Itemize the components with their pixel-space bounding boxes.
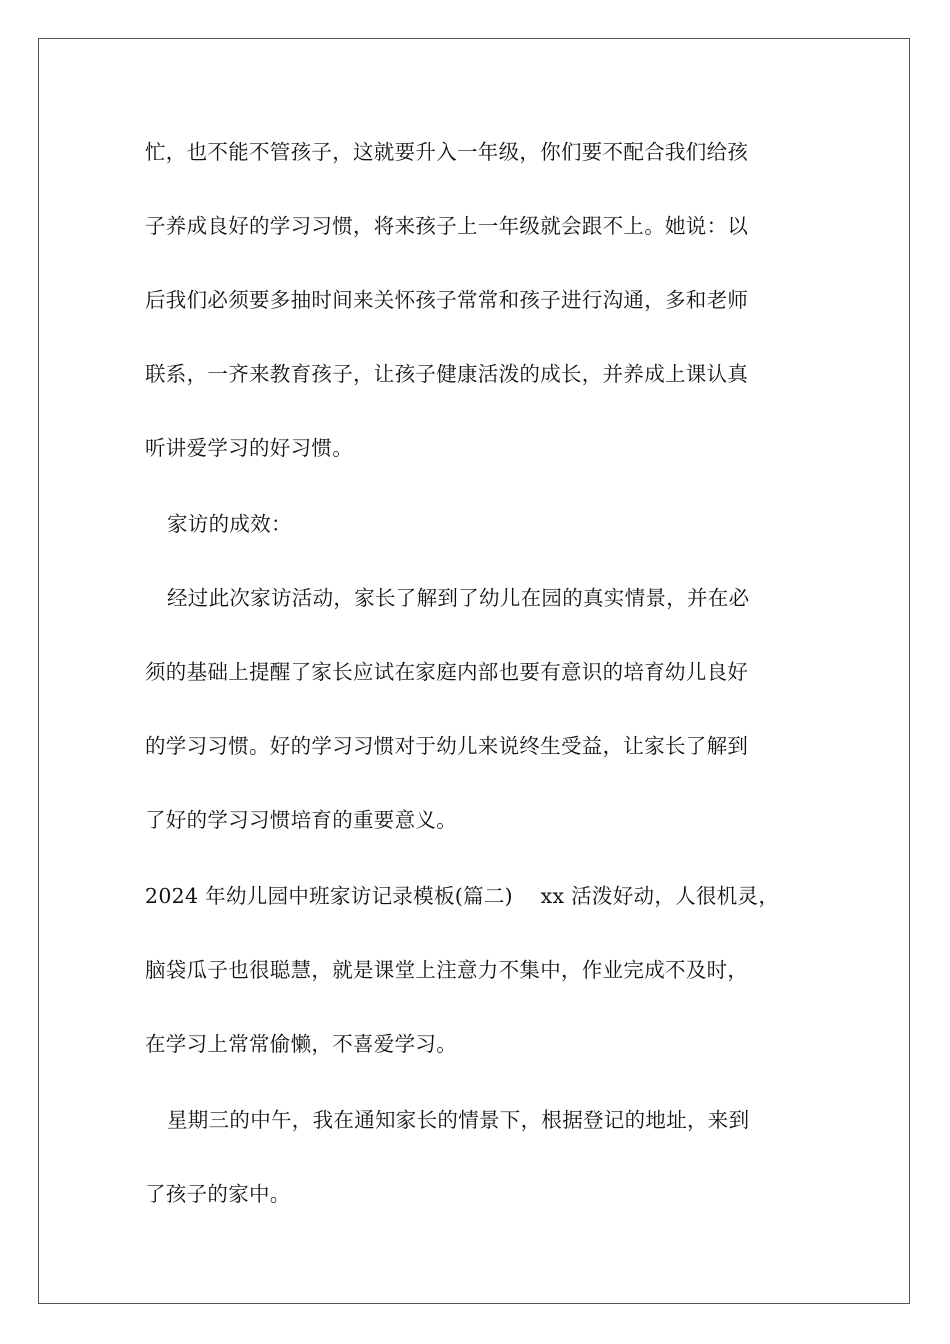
text-line: 忙，也不能不管孩子，这就要升入一年级，你们要不配合我们给孩	[145, 140, 749, 164]
text-line: 经过此次家访活动，家长了解到了幼儿在园的真实情景，并在必	[167, 586, 750, 610]
text-line: 后我们必须要多抽时间来关怀孩子常常和孩子进行沟通，多和老师	[145, 288, 749, 312]
text-line: 联系，一齐来教育孩子，让孩子健康活泼的成长，并养成上课认真	[145, 362, 749, 386]
text-line: 脑袋瓜子也很聪慧，就是课堂上注意力不集中，作业完成不及时，	[145, 958, 749, 982]
text-line: 在学习上常常偷懒，不喜爱学习。	[145, 1032, 457, 1056]
text-line: 星期三的中午，我在通知家长的情景下，根据登记的地址，来到	[167, 1108, 750, 1132]
text-line: 听讲爱学习的好习惯。	[145, 436, 353, 460]
section-heading: 家访的成效：	[167, 512, 292, 536]
text-line: 子养成良好的学习习惯，将来孩子上一年级就会跟不上。她说：以	[145, 214, 749, 238]
text-line: 了孩子的家中。	[145, 1182, 291, 1206]
text-line: 须的基础上提醒了家长应试在家庭内部也要有意识的培育幼儿良好	[145, 660, 749, 684]
section-title-line: 2024 年幼儿园中班家访记录模板(篇二) xx 活泼好动，人很机灵，	[145, 884, 780, 908]
text-line: 的学习习惯。好的学习习惯对于幼儿来说终生受益，让家长了解到	[145, 734, 749, 758]
text-line: 了好的学习习惯培育的重要意义。	[145, 808, 457, 832]
